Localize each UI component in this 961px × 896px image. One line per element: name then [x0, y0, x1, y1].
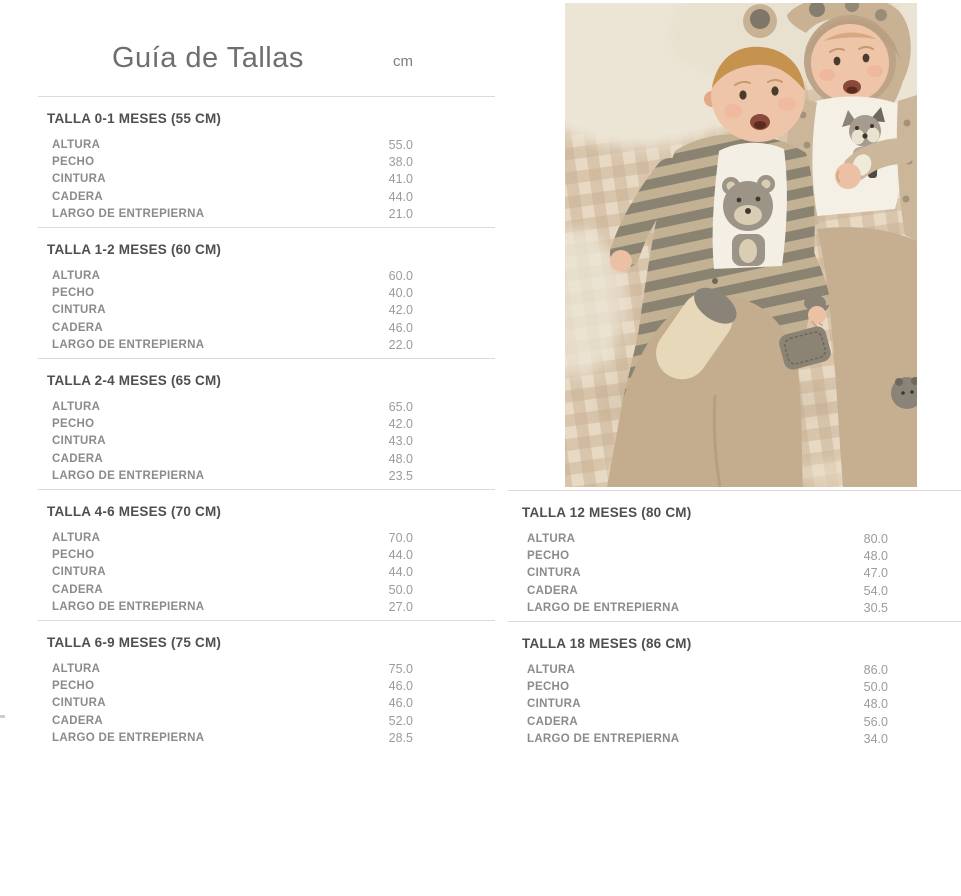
- measurement-row: [52, 564, 413, 581]
- measurement-label: ALTURA: [527, 663, 576, 676]
- measurement-rows: [47, 267, 413, 353]
- measurement-value: 43.0: [388, 434, 413, 449]
- measurement-label: LARGO DE ENTREPIERNA: [52, 600, 205, 613]
- measurement-label: PECHO: [52, 548, 95, 561]
- size-guide-right-column: [508, 490, 961, 753]
- babies-photo-illustration: [565, 3, 917, 487]
- measurement-label: PECHO: [527, 549, 570, 562]
- measurement-label: PECHO: [52, 286, 95, 299]
- measurement-row: [52, 450, 413, 467]
- measurement-row: [52, 171, 413, 188]
- size-section: [38, 490, 495, 621]
- measurement-label: CADERA: [52, 583, 103, 596]
- measurement-value: 48.0: [863, 548, 888, 563]
- measurement-value: 44.0: [388, 565, 413, 580]
- measurement-value: 21.0: [388, 206, 413, 221]
- measurement-label: ALTURA: [52, 400, 101, 413]
- measurement-row: [527, 547, 888, 564]
- measurement-label: CINTURA: [52, 304, 106, 317]
- measurement-label: CINTURA: [52, 435, 106, 448]
- size-section-title: TALLA 12 MESES (80 CM): [522, 505, 692, 520]
- measurement-label: CINTURA: [527, 698, 581, 711]
- measurement-label: LARGO DE ENTREPIERNA: [527, 601, 680, 614]
- measurement-row: [52, 729, 413, 746]
- measurement-label: LARGO DE ENTREPIERNA: [52, 207, 205, 220]
- measurement-row: [52, 336, 413, 353]
- measurement-row: [52, 467, 413, 484]
- measurement-label: CADERA: [52, 321, 103, 334]
- measurement-label: LARGO DE ENTREPIERNA: [52, 731, 205, 744]
- measurement-value: 47.0: [863, 566, 888, 581]
- measurement-value: 86.0: [863, 662, 888, 677]
- measurement-row: [52, 433, 413, 450]
- measurement-label: CADERA: [527, 584, 578, 597]
- measurement-label: ALTURA: [527, 532, 576, 545]
- page-title: Guía de Tallas: [112, 42, 304, 74]
- size-section: [38, 228, 495, 359]
- measurement-row: [52, 302, 413, 319]
- measurement-value: 48.0: [863, 697, 888, 712]
- size-sections-left: [38, 97, 495, 752]
- measurement-row: [52, 529, 413, 546]
- measurement-value: 41.0: [388, 172, 413, 187]
- measurement-label: CADERA: [52, 190, 103, 203]
- measurement-row: [52, 695, 413, 712]
- measurement-row: [52, 598, 413, 615]
- measurement-value: 48.0: [388, 451, 413, 466]
- measurement-value: 30.5: [863, 600, 888, 615]
- size-section: [38, 97, 495, 228]
- measurement-row: [52, 267, 413, 284]
- measurement-label: LARGO DE ENTREPIERNA: [52, 338, 205, 351]
- measurement-value: 40.0: [388, 285, 413, 300]
- measurement-row: [52, 712, 413, 729]
- measurement-value: 27.0: [388, 599, 413, 614]
- measurement-label: CADERA: [527, 715, 578, 728]
- measurement-row: [52, 136, 413, 153]
- measurement-label: CINTURA: [527, 567, 581, 580]
- size-section-title: TALLA 4-6 MESES (70 CM): [47, 504, 222, 519]
- measurement-row: [527, 582, 888, 599]
- measurement-rows: [47, 660, 413, 746]
- measurement-label: PECHO: [52, 417, 95, 430]
- measurement-row: [52, 398, 413, 415]
- measurement-row: [52, 677, 413, 694]
- measurement-row: [527, 661, 888, 678]
- product-photo: [565, 3, 917, 487]
- measurement-rows: [47, 529, 413, 615]
- measurement-label: ALTURA: [52, 531, 101, 544]
- measurement-row: [527, 713, 888, 730]
- size-section-title: TALLA 0-1 MESES (55 CM): [47, 111, 222, 126]
- size-section-title: TALLA 1-2 MESES (60 CM): [47, 242, 222, 257]
- measurement-row: [52, 153, 413, 170]
- measurement-label: ALTURA: [52, 138, 101, 151]
- measurement-row: [527, 696, 888, 713]
- measurement-rows: [522, 661, 888, 747]
- size-section-title: TALLA 18 MESES (86 CM): [522, 636, 692, 651]
- size-guide-left-column: [38, 0, 495, 752]
- measurement-value: 50.0: [388, 582, 413, 597]
- measurement-label: ALTURA: [52, 269, 101, 282]
- size-section-title: TALLA 2-4 MESES (65 CM): [47, 373, 222, 388]
- measurement-value: 22.0: [388, 337, 413, 352]
- measurement-label: PECHO: [52, 679, 95, 692]
- measurement-rows: [522, 530, 888, 616]
- measurement-row: [52, 188, 413, 205]
- measurement-row: [52, 546, 413, 563]
- measurement-row: [52, 415, 413, 432]
- measurement-value: 23.5: [388, 468, 413, 483]
- measurement-value: 65.0: [388, 399, 413, 414]
- size-section: [508, 622, 961, 753]
- measurement-row: [527, 678, 888, 695]
- size-section-title: TALLA 6-9 MESES (75 CM): [47, 635, 222, 650]
- measurement-label: PECHO: [52, 155, 95, 168]
- measurement-label: PECHO: [527, 680, 570, 693]
- measurement-row: [527, 599, 888, 616]
- size-section: [38, 621, 495, 752]
- measurement-value: 50.0: [863, 679, 888, 694]
- measurement-row: [52, 205, 413, 222]
- measurement-value: 52.0: [388, 713, 413, 728]
- page-edge-mark: [0, 715, 5, 718]
- measurement-value: 80.0: [863, 531, 888, 546]
- measurement-row: [527, 730, 888, 747]
- measurement-row: [52, 284, 413, 301]
- measurement-row: [527, 530, 888, 547]
- measurement-value: 54.0: [863, 583, 888, 598]
- measurement-value: 46.0: [388, 678, 413, 693]
- measurement-value: 34.0: [863, 731, 888, 746]
- measurement-rows: [47, 136, 413, 222]
- measurement-label: CADERA: [52, 714, 103, 727]
- measurement-value: 44.0: [388, 189, 413, 204]
- measurement-value: 42.0: [388, 303, 413, 318]
- measurement-label: LARGO DE ENTREPIERNA: [52, 469, 205, 482]
- measurement-value: 38.0: [388, 154, 413, 169]
- measurement-label: ALTURA: [52, 662, 101, 675]
- measurement-label: CINTURA: [52, 173, 106, 186]
- size-guide-header: [38, 0, 495, 97]
- measurement-label: CADERA: [52, 452, 103, 465]
- measurement-row: [52, 581, 413, 598]
- measurement-value: 46.0: [388, 696, 413, 711]
- size-section: [38, 359, 495, 490]
- measurement-value: 28.5: [388, 730, 413, 745]
- measurement-value: 55.0: [388, 137, 413, 152]
- measurement-value: 46.0: [388, 320, 413, 335]
- measurement-row: [52, 319, 413, 336]
- measurement-row: [527, 565, 888, 582]
- size-section: [508, 491, 961, 622]
- measurement-label: CINTURA: [52, 697, 106, 710]
- unit-label-cm: cm: [393, 53, 413, 70]
- measurement-row: [52, 660, 413, 677]
- measurement-label: LARGO DE ENTREPIERNA: [527, 732, 680, 745]
- measurement-value: 56.0: [863, 714, 888, 729]
- measurement-value: 75.0: [388, 661, 413, 676]
- measurement-rows: [47, 398, 413, 484]
- measurement-value: 44.0: [388, 547, 413, 562]
- measurement-value: 42.0: [388, 416, 413, 431]
- measurement-value: 60.0: [388, 268, 413, 283]
- measurement-label: CINTURA: [52, 566, 106, 579]
- measurement-value: 70.0: [388, 530, 413, 545]
